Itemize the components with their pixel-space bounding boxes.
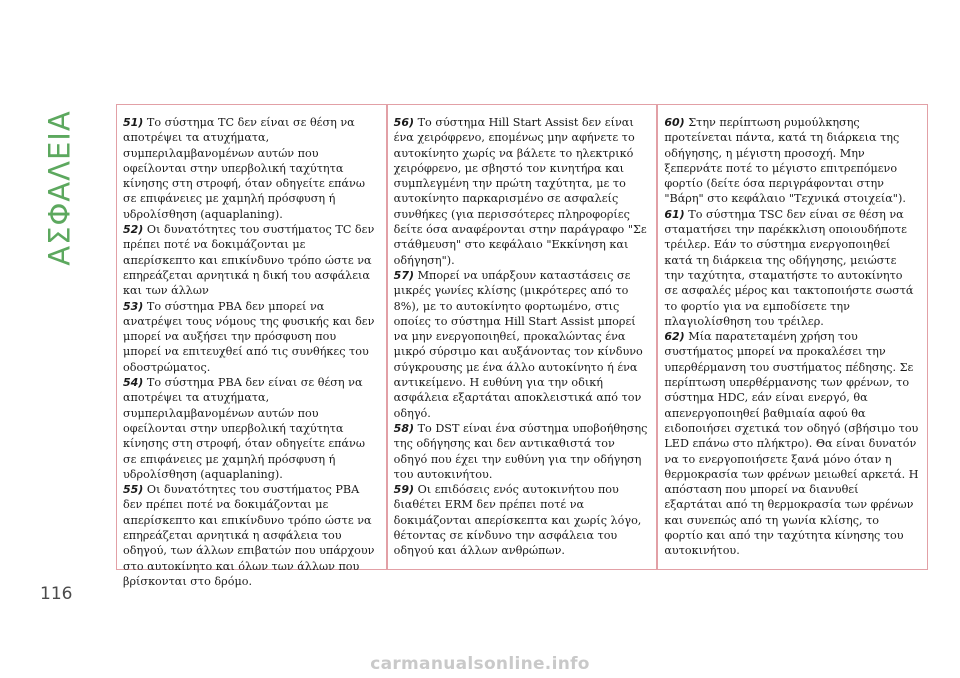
note-number: 54) [123, 376, 144, 390]
notes-columns [116, 104, 928, 588]
note-52 [123, 222, 378, 298]
note-53 [123, 299, 378, 375]
notes-column-1 [116, 104, 387, 588]
note-number: 53) [123, 299, 144, 313]
note-text: Οι δυνατότητες του συστήματος PBA δεν πρέπει ποτέ να δοκιμάζονται με απερίσκεπτο και επικίνδυνο τρόπο ώστε να επηρεάζεται αρνητικά η ασφάλεια του οδηγού, των άλλων επιβατών που υπάρχουν στο αυτοκίνητο και όλων των άλλων που βρίσκονται στο δρόμο. [123, 483, 375, 588]
note-number: 59) [393, 483, 415, 497]
section-title-vertical [40, 88, 80, 288]
note-60 [664, 115, 919, 207]
note-text: Μπορεί να υπάρξουν καταστάσεις σε μικρές γωνίες κλίσης (μικρότερες από το 8%), με το αυτοκίνητο φορτωμένο, στις οποίες το σύστημα Hill Start Assist μπορεί να μην ενεργοποιηθεί, προκαλώντας ένα μικρό σύρσιμο και αυξάνοντας τον κίνδυνο σύγκρουσης με ένα άλλο αυτοκίνητο ή ένα αντικείμενο. Η ευθύνη για την οδική ασφάλεια εξαρτάται αποκλειστικά από τον οδηγό. [393, 268, 643, 420]
note-text: Το σύστημα TSC δεν είναι σε θέση να σταματήσει την παρέκκλιση οποιουδήποτε τρέιλερ. Εάν το σύστημα ενεργοποιηθεί κατά τη διάρκεια της οδήγησης, μειώστε την ταχύτητα, σταματήστε το αυτοκίνητο σε ασφαλές μέρος και τακτοποιήστε σωστά το φορτίο για να εμποδίσετε την πλαγιολίσθηση του τρέιλερ. [664, 207, 914, 328]
note-number: 60) [664, 116, 685, 129]
note-number: 51) [123, 116, 144, 129]
note-number: 55) [123, 483, 144, 497]
note-51 [123, 115, 378, 222]
note-59 [394, 482, 649, 558]
note-54 [123, 375, 378, 482]
note-number: 62) [664, 330, 685, 344]
note-61 [664, 207, 919, 329]
note-number: 57) [393, 268, 415, 282]
note-text: Μία παρατεταμένη χρήση του συστήματος μπορεί να προκαλέσει την υπερθέρμανση του συστήματος πέδησης. Σε περίπτωση υπερθέρμανσης των φρένων, το σύστημα HDC, εάν είναι ενεργό, θα απενεργοποιηθεί βαθμιαία αφού θα ειδοποιήσει σχετικά τον οδηγό (σβήσιμο του LED επάνω στο πλήκτρο). Θα είναι δυνατόν να το ενεργοποιήσετε ξανά μόνο όταν η θερμοκρασία των φρένων μειωθεί αρκετά. Η απόσταση που μπορεί να διανυθεί εξαρτάται από τη θερμοκρασία των φρένων και συνεπώς από τη γωνία κλίσης, το φορτίο και από την ταχύτητα κίνησης του αυτοκινήτου. [664, 330, 919, 558]
note-text: Το σύστημα PBA δεν μπορεί να ανατρέψει τους νόμους της φυσικής και δεν μπορεί να αυξήσει την πρόσφυση που μπορεί να επιτευχθεί από τις συνθήκες του οδοστρώματος. [123, 299, 375, 374]
note-text: Το σύστημα PBA δεν είναι σε θέση να αποτρέψει τα ατυχήματα, συμπεριλαμβανομένων αυτών που οφείλονται στην υπερβολική ταχύτητα κίνησης στη στροφή, όταν οδηγείτε επάνω σε επιφάνειες με χαμηλή πρόσφυση ή υδρολίσθηση (aquaplaning). [123, 376, 365, 481]
note-number: 52) [123, 223, 144, 237]
note-text: Το σύστημα Hill Start Assist δεν είναι ένα χειρόφρενο, επομένως μην αφήνετε το αυτοκίνητο χωρίς να βάλετε το ηλεκτρικό χειρόφρενο, με σβηστό τον κινητήρα και συμπλεγμένη την πρώτη ταχύτητα, με το αυτοκίνητο παρκαρισμένο σε ασφαλείς συνθήκες (για περισσότερες πληροφορίες δείτε όσα αναφέρονται στην παράγραφο "Σε στάθμευση" στο κεφάλαιο "Εκκίνηση και οδήγηση"). [393, 116, 647, 267]
page-number: 116 [40, 584, 73, 604]
watermark-text: carmanualsonline.info [370, 654, 590, 674]
note-number: 61) [664, 207, 685, 221]
section-title-text: ΑΣΦΑΛΕΙΑ [43, 110, 78, 266]
notes-column-3 [657, 104, 928, 570]
note-57 [394, 268, 649, 421]
note-56 [394, 115, 649, 268]
note-62 [664, 329, 919, 558]
notes-column-2 [387, 104, 658, 570]
note-number: 56) [393, 116, 415, 129]
note-text: Οι επιδόσεις ενός αυτοκινήτου που διαθέτει ERM δεν πρέπει ποτέ να δοκιμάζονται απερίσκεπτα και χωρίς λόγο, θέτοντας σε κίνδυνο την ασφάλεια του οδηγού και άλλων ανθρώπων. [393, 483, 642, 558]
note-text: Οι δυνατότητες του συστήματος TC δεν πρέπει ποτέ να δοκιμάζονται με απερίσκεπτο και επικίνδυνο τρόπο ώστε να επηρεάζεται αρνητικά η δική του ασφάλεια και των άλλων [123, 223, 375, 298]
note-text: Το σύστημα TC δεν είναι σε θέση να αποτρέψει τα ατυχήματα, συμπεριλαμβανομένων αυτών που οφείλονται στην υπερβολική ταχύτητα κίνησης στη στροφή, όταν οδηγείτε επάνω σε επιφάνειες με χαμηλή πρόσφυση ή υδρολίσθηση (aquaplaning). [123, 116, 365, 221]
note-number: 58) [393, 421, 415, 435]
note-58 [394, 421, 649, 482]
note-text: Στην περίπτωση ρυμούλκησης προτείνεται πάντα, κατά τη διάρκεια της οδήγησης, η μέγιστη προσοχή. Μην ξεπερνάτε ποτέ το μέγιστο επιτρεπόμενο φορτίο (δείτε όσα περιγράφονται στην "Βάρη" στο κεφάλαιο "Τεχνικά στοιχεία"). [664, 116, 906, 206]
note-55 [123, 482, 378, 589]
note-text: Το DST είναι ένα σύστημα υποβοήθησης της οδήγησης και δεν αντικαθιστά τον οδηγό που έχει την ευθύνη για την οδήγηση του αυτοκινήτου. [393, 421, 648, 481]
